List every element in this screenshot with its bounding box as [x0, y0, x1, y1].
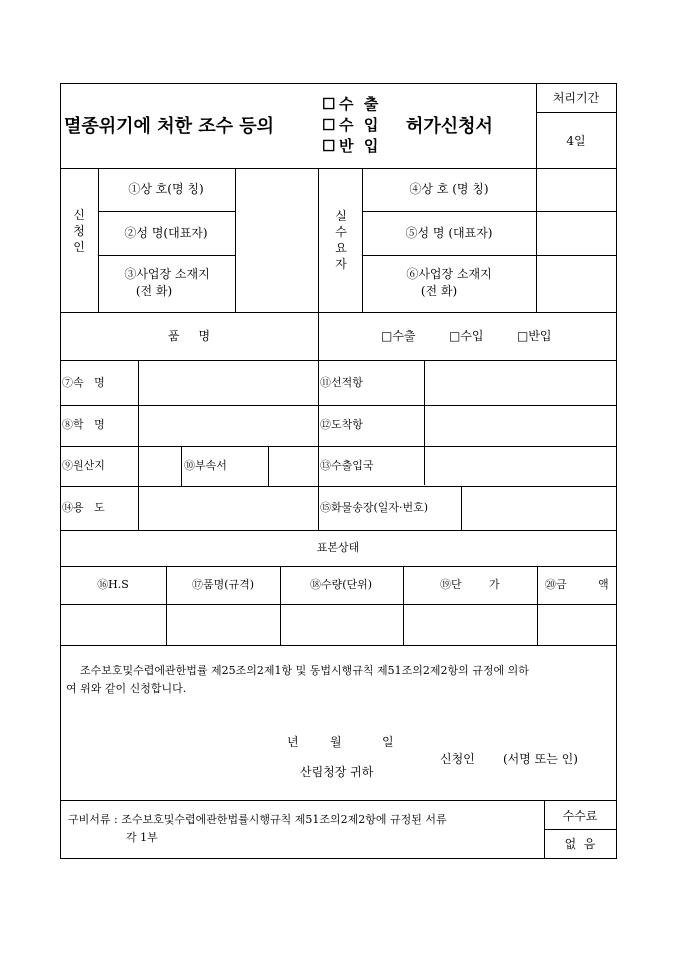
option-export[interactable] [322, 95, 378, 114]
applicant-name-label: ①상 호(명 칭) [128, 182, 204, 196]
col-amount-header-b: 액 [598, 578, 609, 591]
checkbox-icon: ☐ [322, 95, 336, 113]
usage-field[interactable] [139, 487, 318, 530]
applicant-address-label: ③사업장 소재지 [124, 267, 210, 281]
processing-period-value: 4일 [566, 134, 586, 148]
applicant-rep-label: ②성 명(대표자) [124, 226, 208, 240]
col-unit-price-header-b: 가 [489, 578, 500, 591]
appendix-label: ⑩부속서 [184, 459, 227, 472]
cargo-invoice-label: ⑮화물송장(일자·번호) [320, 501, 429, 514]
applicant-rep-field[interactable] [236, 212, 318, 255]
genus-label: ⑦속 명 [62, 376, 105, 389]
col-quantity-header: ⑱수량(단위) [309, 578, 373, 591]
origin-label: ⑨원산지 [62, 459, 105, 472]
checkbox-icon: ☐ [322, 137, 336, 155]
genus-field[interactable] [139, 361, 318, 405]
applicant-section-label: 신 청 인 [73, 208, 85, 254]
importer-name-label: ④상 호 (명 칭) [409, 182, 489, 196]
option-import[interactable] [322, 116, 378, 135]
col-product-header: ⑰품명(규격) [191, 578, 255, 591]
applicant-address-field[interactable] [236, 256, 318, 312]
required-docs-line-1: 구비서류 : 조수보호및수렵에관한법률시행규칙 제51조의2제2항에 규정된 서류 [68, 813, 447, 826]
date-day-label: 일 [382, 735, 394, 749]
type-option-carry-in[interactable]: □반입 [517, 329, 552, 343]
cell-unit-price[interactable] [404, 605, 537, 645]
cell-hs[interactable] [61, 605, 166, 645]
checkbox-icon: ☐ [322, 116, 336, 134]
fee-value: 없 음 [564, 837, 596, 851]
origin-field[interactable] [139, 447, 181, 486]
col-hs-header: ⑯H.S [97, 578, 129, 591]
col-amount-header-a: ⑳금 [545, 578, 567, 591]
applicant-sign-label: 신청인 [440, 752, 475, 766]
form-title-left: 멸종위기에 처한 조수 등의 [64, 116, 275, 137]
form-title-right: 허가신청서 [406, 116, 493, 137]
cell-product[interactable] [167, 605, 280, 645]
cargo-invoice-field[interactable] [462, 487, 616, 530]
ship-port-field[interactable] [425, 361, 616, 405]
importer-rep-label: ⑤성 명 (대표자) [405, 226, 493, 240]
importer-phone-label: (전 화) [420, 284, 458, 298]
importer-name-field[interactable] [537, 169, 616, 211]
applicant-phone-label: (전 화) [135, 284, 173, 298]
date-year-label: 년 [287, 735, 299, 749]
export-country-field[interactable] [425, 447, 616, 486]
col-unit-price-header-a: ⑲단 [440, 578, 462, 591]
cell-quantity[interactable] [281, 605, 403, 645]
scientific-name-field[interactable] [139, 406, 318, 446]
fee-label: 수수료 [562, 809, 598, 823]
required-docs-line-2: 각 1부 [126, 831, 158, 844]
option-import-label: 수 입 [338, 116, 379, 134]
declaration-line-1: 조수보호및수렵에관한법률 제25조의2제1항 및 동법시행규칙 제51조의2제2항의 규정에 의하 [80, 664, 529, 677]
importer-section-label: 실 수 요 자 [335, 209, 347, 271]
specimen-section-label: 표본상태 [316, 541, 360, 554]
processing-period-label: 처리기간 [552, 91, 600, 105]
ship-port-label: ⑪선적항 [320, 376, 363, 389]
usage-label: ⑭용 도 [62, 501, 105, 514]
type-option-export[interactable]: □수출 [381, 329, 416, 343]
arrival-port-label: ⑫도착항 [320, 418, 363, 431]
product-name-label: 품 명 [167, 329, 211, 343]
importer-address-field[interactable] [537, 256, 616, 312]
signature-hint[interactable]: (서명 또는 인) [503, 752, 578, 766]
cell-amount[interactable] [538, 605, 616, 645]
type-option-import[interactable]: □수입 [449, 329, 484, 343]
date-month-label: 월 [330, 735, 342, 749]
declaration-line-2: 여 위와 같이 신청합니다. [66, 682, 187, 695]
export-country-label: ⑬수출입국 [320, 459, 374, 472]
addressee-label: 산림청장 귀하 [300, 765, 374, 779]
option-carry-in[interactable] [322, 137, 378, 156]
scientific-name-label: ⑧학 명 [62, 418, 105, 431]
appendix-field[interactable] [269, 447, 318, 486]
arrival-port-field[interactable] [425, 406, 616, 446]
importer-rep-field[interactable] [537, 212, 616, 255]
applicant-name-field[interactable] [236, 169, 318, 211]
option-export-label: 수 출 [338, 95, 379, 113]
importer-address-label: ⑥사업장 소재지 [406, 267, 492, 281]
option-carry-in-label: 반 입 [338, 137, 379, 155]
